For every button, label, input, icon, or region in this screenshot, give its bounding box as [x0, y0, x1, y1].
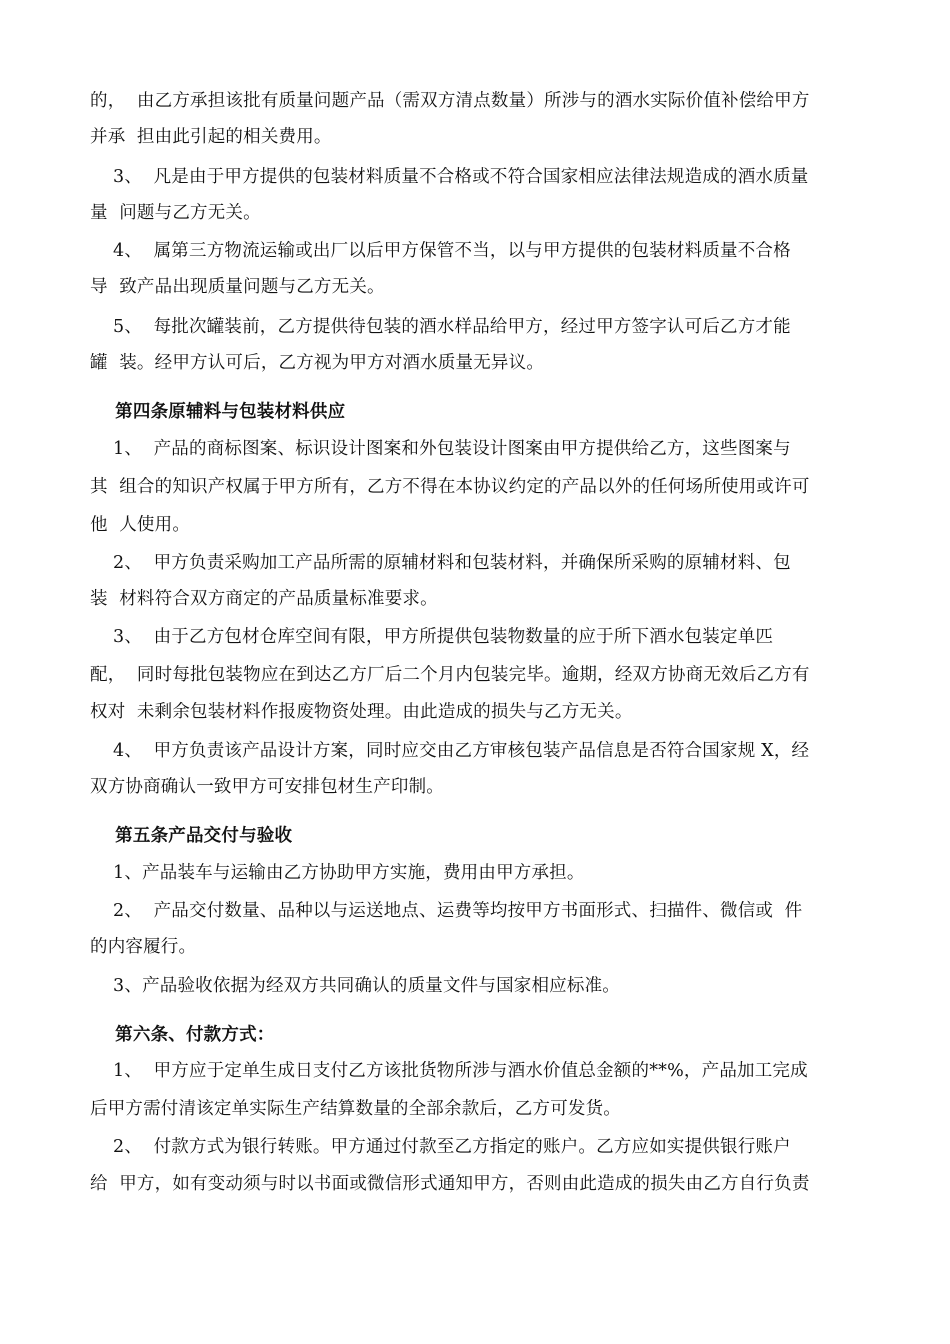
paragraph-line: 后甲方需付清该定单实际生产结算数量的全部余款后，乙方可发货。: [90, 1099, 621, 1119]
paragraph-line: 给 甲方，如有变动须与时以书面或微信形式通知甲方，否则由此造成的损失由乙方自行负责: [90, 1174, 810, 1194]
paragraph-line: 2、 产品交付数量、品种以与运送地点、运费等均按甲方书面形式、扫描件、微信或 件: [90, 901, 803, 921]
paragraph-line: 3、 凡是由于甲方提供的包装材料质量不合格或不符合国家相应法律法规造成的酒水质量: [90, 167, 809, 187]
paragraph-line: 权对 未剩余包装材料作报废物资处理。由此造成的损失与乙方无关。: [90, 702, 633, 722]
section-heading-6: 第六条、付款方式：: [90, 1025, 275, 1045]
paragraph-line: 1、产品装车与运输由乙方协助甲方实施，费用由甲方承担。: [90, 863, 585, 883]
section-heading-5: 第五条产品交付与验收: [90, 826, 293, 846]
section-heading-4: 第四条原辅料与包装材料供应: [90, 402, 346, 422]
paragraph-line: 3、 由于乙方包材仓库空间有限，甲方所提供包装物数量的应于所下酒水包装定单匹: [90, 627, 774, 647]
paragraph-line: 1、 产品的商标图案、标识设计图案和外包装设计图案由甲方提供给乙方，这些图案与: [90, 439, 791, 459]
paragraph-line: 量 问题与乙方无关。: [90, 203, 261, 223]
paragraph-line: 5、 每批次罐装前，乙方提供待包装的酒水样品给甲方，经过甲方签字认可后乙方才能: [90, 317, 791, 337]
paragraph-line: 1、 甲方应于定单生成日支付乙方该批货物所涉与酒水价值总金额的**%，产品加工完成: [90, 1061, 808, 1081]
paragraph-line: 其 组合的知识产权属于甲方所有，乙方不得在本协议约定的产品以外的任何场所使用或许可: [90, 477, 810, 497]
paragraph-line: 双方协商确认一致甲方可安排包材生产印制。: [90, 777, 444, 797]
paragraph-line: 装 材料符合双方商定的产品质量标准要求。: [90, 589, 438, 609]
paragraph-line: 4、 属第三方物流运输或出厂以后甲方保管不当，以与甲方提供的包装材料质量不合格: [90, 241, 791, 261]
paragraph-line: 2、 甲方负责采购加工产品所需的原辅材料和包装材料，并确保所采购的原辅材料、包: [90, 553, 791, 573]
paragraph-line: 配， 同时每批包装物应在到达乙方厂后二个月内包装完毕。逾期，经双方协商无效后乙方有: [90, 665, 810, 685]
paragraph-line: 4、 甲方负责该产品设计方案，同时应交由乙方审核包装产品信息是否符合国家规 X，经: [90, 741, 810, 761]
paragraph-line: 并承 担由此引起的相关费用。: [90, 127, 332, 147]
paragraph-line: 导 致产品出现质量问题与乙方无关。: [90, 277, 385, 297]
paragraph-line: 2、 付款方式为银行转账。甲方通过付款至乙方指定的账户。乙方应如实提供银行账户: [90, 1137, 791, 1157]
paragraph-line: 罐 装。经甲方认可后，乙方视为甲方对酒水质量无异议。: [90, 353, 545, 373]
paragraph-line: 的， 由乙方承担该批有质量问题产品（需双方清点数量）所涉与的酒水实际价值补偿给甲方: [90, 91, 810, 111]
paragraph-line: 他 人使用。: [90, 515, 191, 535]
paragraph-line: 3、产品验收依据为经双方共同确认的质量文件与国家相应标准。: [90, 976, 620, 996]
paragraph-line: 的内容履行。: [90, 937, 197, 957]
